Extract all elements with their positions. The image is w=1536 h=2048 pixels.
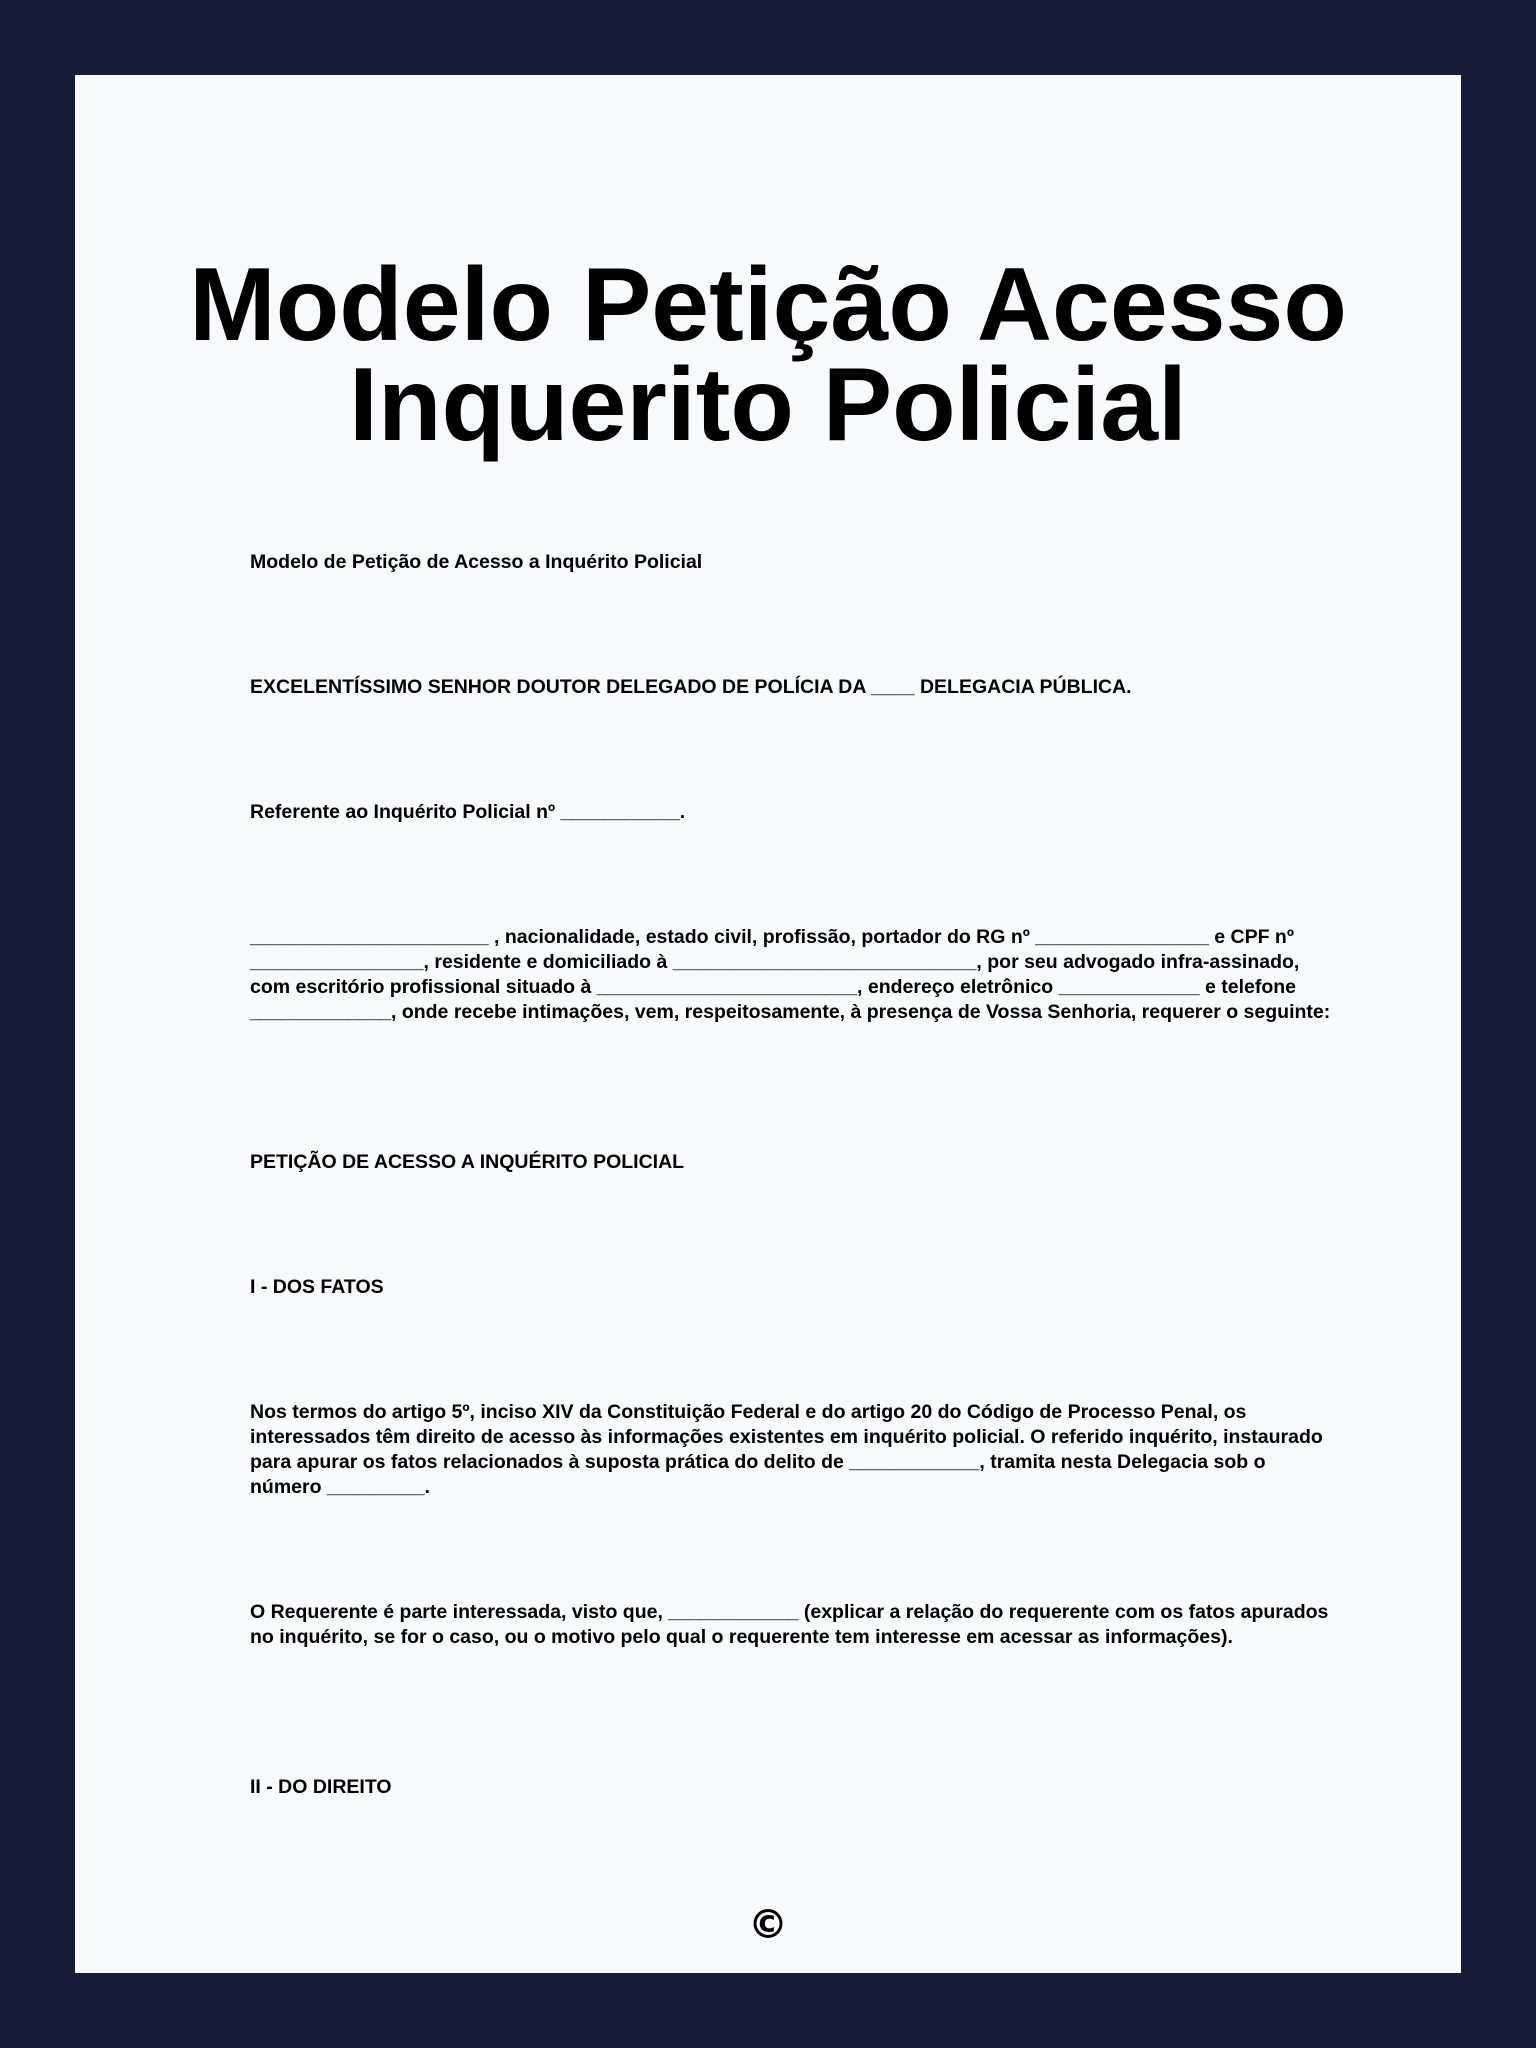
facts-paragraph: Nos termos do artigo 5º, inciso XIV da Constituição Federal e do artigo 20 do Código de Processo Penal, os interessados têm direito de acesso às informações existentes em inquérito policial. O referido inquérito, instaurado para apurar os fatos relacionados à suposta prática do delito de ____________, tramita nesta Delegacia sob o número _________. xyxy=(250,1401,1323,1498)
copyright-icon: © xyxy=(748,1902,788,1948)
interest-paragraph: O Requerente é parte interessada, visto que, ____________ (explicar a relação do requerente com os fatos apurados no inquérito, se for o caso, ou o motivo pelo qual o requerente tem interesse em acessar as informações). xyxy=(250,1601,1329,1648)
section-heading-law: II - DO DIREITO xyxy=(250,1776,392,1798)
page-title xyxy=(75,247,1461,463)
title-line-1: Modelo Petição Acesso xyxy=(189,247,1347,363)
document-subtitle: Modelo de Petição de Acesso a Inquérito Policial xyxy=(250,551,703,573)
title-line-2: Inquerito Policial xyxy=(349,347,1187,463)
section-heading-facts: I - DOS FATOS xyxy=(250,1276,384,1298)
qualification-paragraph: ______________________ , nacionalidade, estado civil, profissão, portador do RG nº ________________ e CPF nº ________________, residente e domiciliado à ____________________________, por seu advogado infra-assinado, com escritório profissional situado à ________________________, endereço eletrônico _____________ e telefone _____________, onde recebe intimações, vem, respeitosamente, à presença de Vossa Senhoria, requerer o seguinte: xyxy=(250,926,1331,1023)
petition-heading: PETIÇÃO DE ACESSO A INQUÉRITO POLICIAL xyxy=(250,1151,685,1173)
document-page xyxy=(75,75,1461,1973)
addressee-line: EXCELENTÍSSIMO SENHOR DOUTOR DELEGADO DE POLÍCIA DA ____ DELEGACIA PÚBLICA. xyxy=(250,676,1132,698)
reference-line: Referente ao Inquérito Policial nº ___________. xyxy=(250,801,686,823)
